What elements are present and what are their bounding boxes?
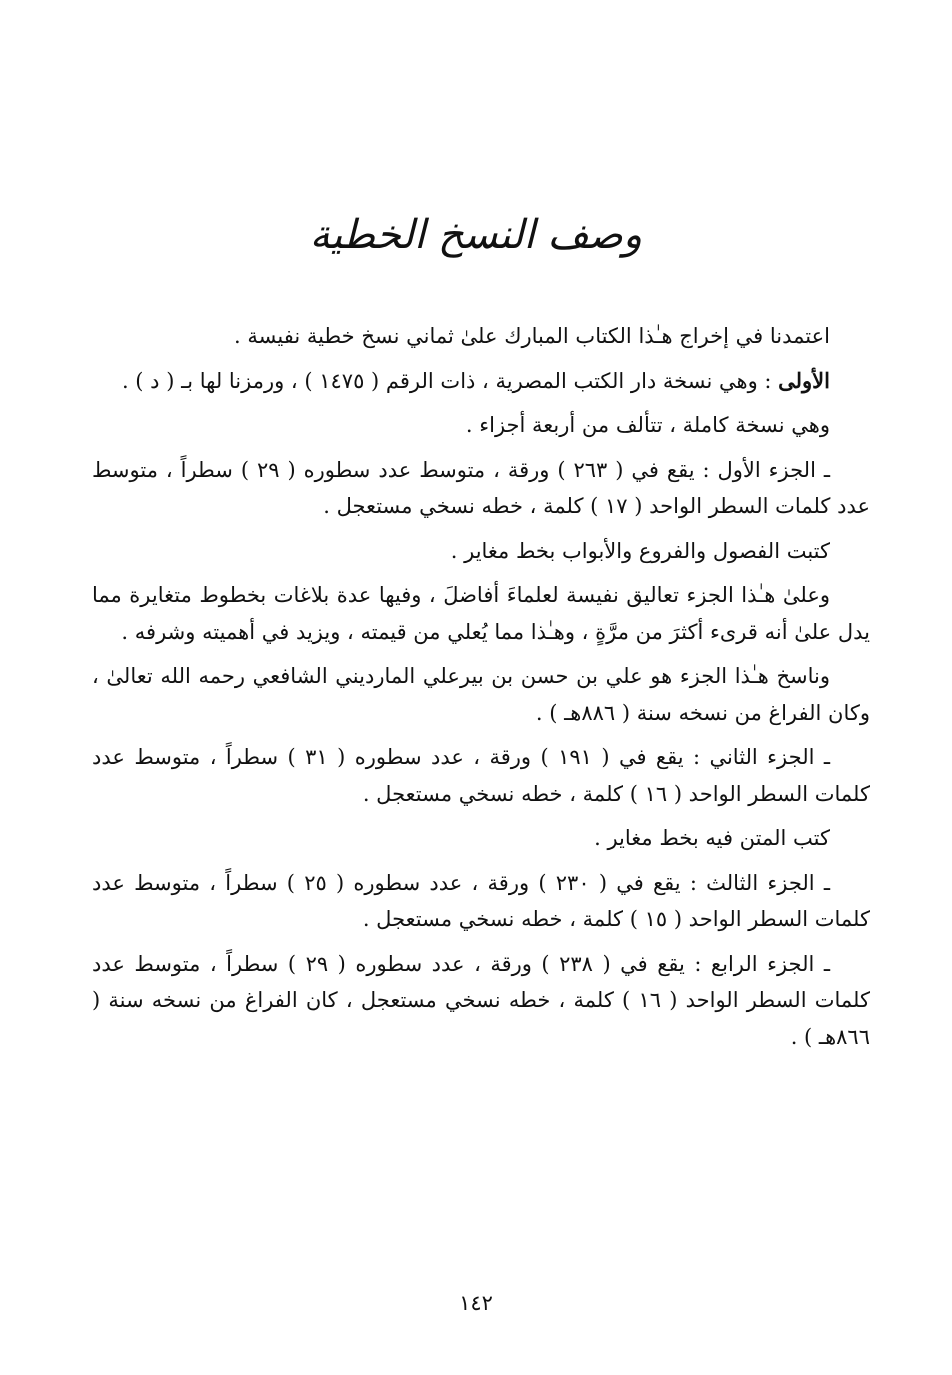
page-number: ١٤٢ [459, 1291, 493, 1315]
paragraph [92, 865, 870, 938]
page-title: وصف النسخ الخطية [309, 212, 643, 258]
paragraph [92, 946, 870, 1056]
paragraph [92, 739, 870, 812]
paragraph-text: ـ الجزء الأول : يقع في ( ٢٦٣ ) ورقة ، متوسط عدد سطوره ( ٢٩ ) سطراً ، متوسط عدد كلمات السطر الواحد ( ١٧ ) كلمة ، خطه نسخي مستعجل . [92, 457, 870, 518]
paragraph [92, 820, 870, 857]
paragraph-text: ـ الجزء الثاني : يقع في ( ١٩١ ) ورقة ، عدد سطوره ( ٣١ ) سطراً ، متوسط عدد كلمات السطر الواحد ( ١٦ ) كلمة ، خطه نسخي مستعجل . [92, 745, 870, 806]
body-text [92, 318, 870, 1063]
paragraph-text: ـ الجزء الرابع : يقع في ( ٢٣٨ ) ورقة ، عدد سطوره ( ٢٩ ) سطراً ، متوسط عدد كلمات السطر الواحد ( ١٦ ) كلمة ، خطه نسخي مستعجل ، كان الفراغ من نسخه سنة ( ٨٦٦هـ ) . [92, 951, 870, 1049]
paragraph-text: ـ الجزء الثالث : يقع في ( ٢٣٠ ) ورقة ، عدد سطوره ( ٢٥ ) سطراً ، متوسط عدد كلمات السطر الواحد ( ١٥ ) كلمة ، خطه نسخي مستعجل . [92, 870, 870, 931]
paragraph [92, 407, 870, 444]
paragraph-lead: الأولى [778, 367, 830, 393]
paragraph [92, 452, 870, 525]
paragraph-text: اعتمدنا في إخراج هـٰذا الكتاب المبارك علىٰ ثماني نسخ خطية نفيسة . [234, 324, 830, 348]
paragraph [92, 658, 870, 731]
paragraph-text: : وهي نسخة دار الكتب المصرية ، ذات الرقم ( ١٤٧٥ ) ، ورمزنا لها بـ ( د ) . [121, 368, 779, 393]
paragraph [92, 363, 870, 400]
paragraph-text: وهي نسخة كاملة ، تتألف من أربعة أجزاء . [465, 413, 830, 437]
paragraph-text: كتبت الفصول والفروع والأبواب بخط مغاير . [450, 538, 830, 563]
paragraph [92, 577, 870, 650]
paragraph-text: وعلىٰ هـٰذا الجزء تعاليق نفيسة لعلماءَ أفاضلَ ، وفيها عدة بلاغات بخطوط متغايرة مما يدل علىٰ أنه قرىء أكثرَ من مرَّةٍ ، وهـٰذا مما يُعلي من قيمته ، ويزيد في أهميته وشرفه . [92, 583, 870, 644]
paragraph-text: كتب المتن فيه بخط مغاير . [594, 826, 830, 850]
paragraph-text: وناسخ هـٰذا الجزء هو علي بن حسن بن بيرعلي المارديني الشافعي رحمه الله تعالىٰ ، وكان الفراغ من نسخه سنة ( ٨٨٦هـ ) . [92, 664, 870, 725]
paragraph [92, 318, 870, 355]
paragraph [92, 533, 870, 570]
